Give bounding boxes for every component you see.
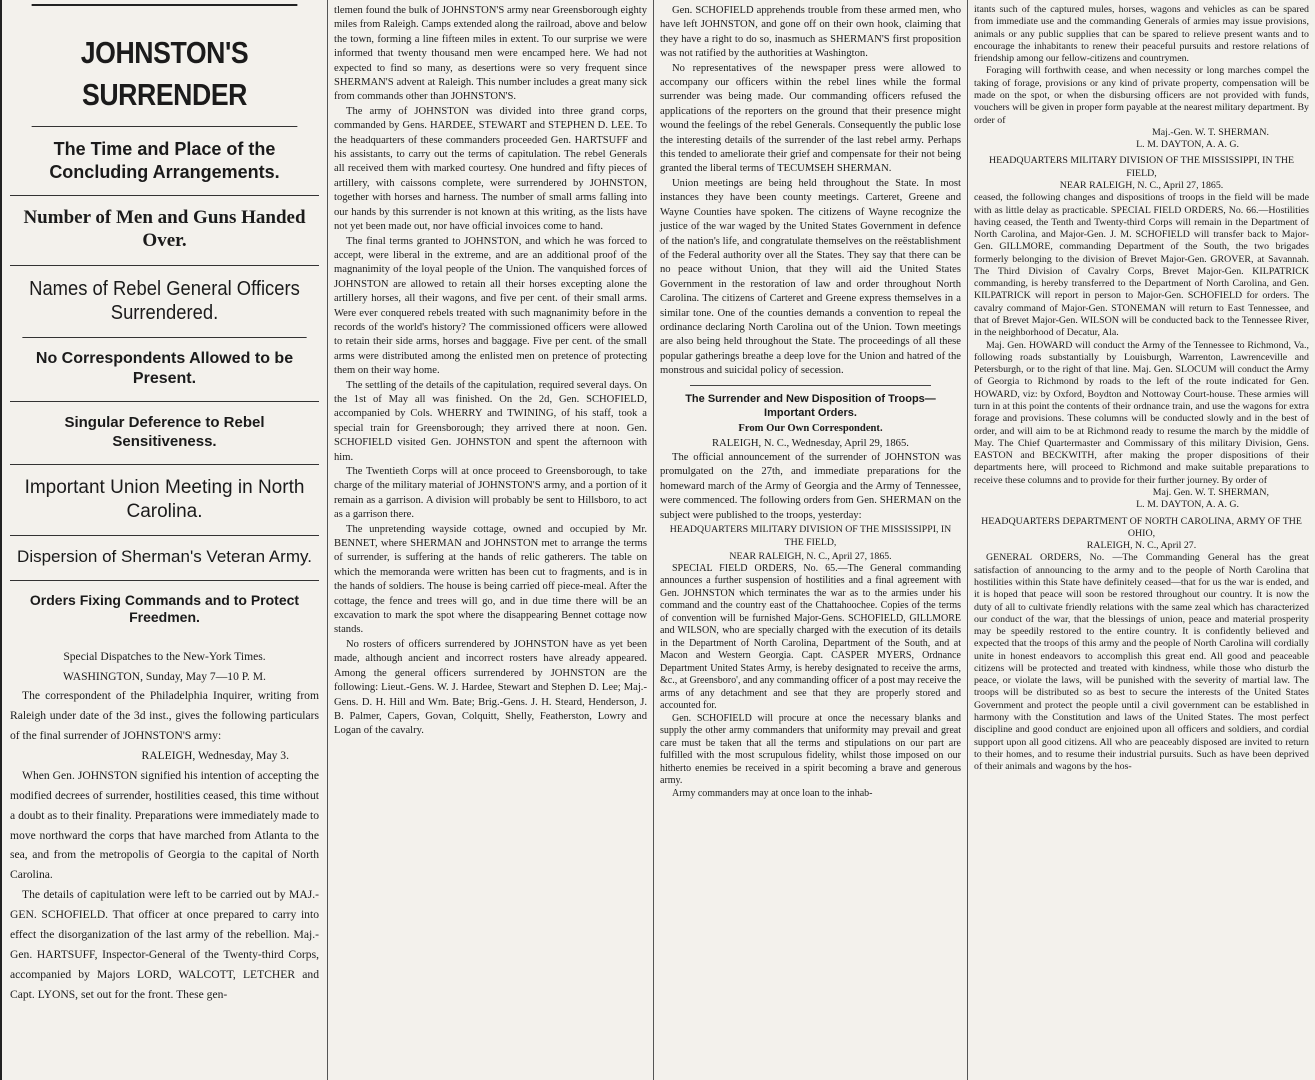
column-3 [654, 0, 968, 1080]
dispatch-credit: Special Dispatches to the New-York Times. [63, 649, 266, 663]
paragraph: The final terms granted to JOHNSTON, and which he was forced to accept, were liberal in the extreme, and are an additional proof of the magnanimity of the loyal people of the Union. The vanquished forces of JOHNSTON are allowed to retain all their horses excepting alone the artillery horses, all their wagons, and five per cent. of their small arms. Were ever conquered rebels treated with such magnanimity before in the records of the world's history? The commissioned officers were allowed to retain their side arms, horses and baggage. Five per cent. of the small arms were distributed among the enlisted men on pretence of protecting them on their way home. [334, 235, 647, 377]
column-2 [328, 0, 654, 1080]
order-heading: NEAR RALEIGH, N. C., April 27, 1865. [1059, 179, 1224, 191]
paragraph: The unpretending wayside cottage, owned and occupied by Mr. BENNET, where SHERMAN and JOHNSTON met to arrange the terms of surrender, is suffering at the hands of relic gatherers. The table on which the memoranda were written has been cut to fragments, and is in the hands of soldiers. The house is being carried off piece-meal. After the cottage, the fence and trees will go, and in due time there will be an excavation to mark the spot where the disappearing Bennet cottage now stands. [334, 523, 647, 636]
paragraph: Army commanders may at once loan to the inhab- [672, 787, 873, 799]
paragraph: When Gen. JOHNSTON signified his intention of accepting the modified decrees of surrender, hostilities ceased, this time without a doubt as to their finality. Preparations were immediately made to move northward the corps that have marched from Atlanta to the sea, and from the metropolis of Georgia to the capital of North Carolina. [10, 768, 319, 882]
paragraph: Foraging will forthwith cease, and when necessity or long marches compel the taking of forage, provisions or any kind of private property, compensation will be made on the spot, or when the disbursing officers are not provided with funds, vouchers will be given in proper form payable at the nearest military department. By order of [974, 65, 1309, 126]
paragraph: The correspondent of the Philadelphia Inquirer, writing from Raleigh under date of the 3d inst., gives the following particulars of the final surrender of JOHNSTON'S army: [10, 689, 319, 743]
paragraph: SPECIAL FIELD ORDERS, No. 65.—The General commanding announces a further suspension of hostilities and a final agreement with Gen. JOHNSTON which terminates the war as to the armies under his command and the country east of the Chattahoochee. Copies of the terms of convention will be furnished Major-Gens. SCHOFIELD, GILLMORE and WILSON, who are specially charged with the execution of its details in the Department of North Carolina, Department of the South, and at Macon and Western Georgia. Capt. CASPER MYERS, Ordnance Department United States Army, is hereby designated to receive the arms, &c., at Greensboro', and any commanding officer of a post may receive the arms of any detachment and see that they are properly stored and accounted for. [660, 562, 961, 712]
order-heading: HEADQUARTERS MILITARY DIVISION OF THE MISSISSIPPI, IN THE FIELD, [669, 524, 952, 549]
paragraph: The details of capitulation were left to be carried out by MAJ.-GEN. SCHOFIELD. That officer at once prepared to carry into effect the disorganization of the last army of the rebellion. Maj.-Gen. HARTSUFF, Inspector-General of the Twenty-third Corps, accompanied by Majors LORD, WALCOTT, LETCHER and Capt. LYONS, set out for the front. These gen- [10, 888, 319, 1002]
headline-deck-2: Number of Men and Guns Handed Over. [10, 196, 319, 266]
headline-deck-4: No Correspondents Allowed to be Present. [10, 338, 319, 402]
order-heading: HEADQUARTERS DEPARTMENT OF NORTH CAROLINA, ARMY OF THE OHIO, [981, 515, 1302, 539]
order-heading: NEAR RALEIGH, N. C., April 27, 1865. [729, 550, 892, 562]
signature: L. M. DAYTON, A. A. G. [1136, 139, 1239, 151]
paragraph: The settling of the details of the capitulation, required several days. On the 1st of May all was finished. On the 2d, Gen. SCHOFIELD, accompanied by Cols. WHERRY and TWINING, of his staff, took a special train for Greensborough; they arrived there at noon. Gen. SCHOFIELD visited Gen. JOHNSTON and spent the afternoon with him. [334, 379, 647, 463]
headline-deck-6: Important Union Meeting in North Carolina. [10, 465, 319, 537]
main-headline: JOHNSTON'S SURRENDER [32, 4, 298, 127]
dateline: WASHINGTON, Sunday, May 7—10 P. M. [63, 669, 266, 683]
paragraph: The army of JOHNSTON was divided into three grand corps, commanded by Gens. HARDEE, STEWART and STEPHEN D. LEE. To the headquarters of these commanders proceeded Gen. HARTSUFF and his assistants, to carry out the terms of capitulation. The rebel Generals all received them with marked courtesy. One hundred and fifty pieces of artillery, with caissons complete, were surrendered by JOHNSTON, together with horses and harness. The number of small arms falling into our hands by this surrender is not known at this writing, as the lists have not yet been made out, nor have official invoices come to hand. [334, 105, 647, 233]
headline-deck-1: The Time and Place of the Concluding Arrangements. [10, 127, 319, 196]
dateline: RALEIGH, N. C., Wednesday, April 29, 1865. [712, 437, 909, 449]
paragraph: Union meetings are being held throughout the State. In most instances they have been county meetings. Carteret, Greene and Wayne Counties have spoken. The citizens of Wayne recognize the justice of the war waged by the United States Government in defence of the nation's life, and congratulate themselves on the reëstablishment of the Federal authority over all the States. They say that there can be no peace without Union, that they will aid the United States Government in the restoration of law and order throughout North Carolina. The citizens of Carteret and Greene express themselves in a similar tone. One of the counties demands a convention to repeal the ordinance declaring North Carolina out of the Union. Town meetings are also being held throughout the State. The proceedings of all these popular gatherings breathe a deep love for the Union and hatred of the monstrous and suicidal policy of secession. [660, 177, 961, 377]
signature: Maj.-Gen. W. T. SHERMAN. [1151, 126, 1269, 138]
signature: L. M. DAYTON, A. A. G. [1136, 499, 1239, 511]
headline-deck-3: Names of Rebel General Officers Surrendered. [22, 266, 306, 338]
paragraph: GENERAL ORDERS, No. —The Commanding General has the great satisfaction of announcing to the army and to the people of North Carolina that hostilities within this State have definitely ceased—that for us the war is ended, and it is hoped that peace will soon be restored throughout our country. It is now the duty of all to cultivate friendly relations with the same zeal which has characterized our conduct of the war, that the blessings of union, peace and material prosperity may be speedily restored to the entire country. It is confidently believed and expected that the troops of this army and the people of North Carolina will cordially unite in honest endeavors to accomplish this great end. All good and peaceable citizens will be protected and treated with kindness, while those who disturb the peace, or violate the laws, will be punished with the severity of martial law. The troops will be distributed so as best to secure the interests of the United States Government and protect the people until a civil government can be established in harmony with the Constitution and laws of the United States. The most perfect discipline and good conduct are enjoined upon all officers and soldiers, and cordial support upon all good citizens. All who are peaceably disposed are invited to return to their homes, and to resume their industrial pursuits. Such as have been deprived of their animals and wagons by the hos- [974, 552, 1309, 773]
paragraph: Gen. SCHOFIELD apprehends trouble from these armed men, who have left JOHNSTON, and gone off on their own hook, claiming that they have a right to do so, inasmuch as SHERMAN'S first proposition was not ratified by the authorities at Washington. [660, 5, 961, 60]
paragraph: ceased, the following changes and dispositions of troops in the field will be made with as little delay as practicable. SPECIAL FIELD ORDERS, No. 66.—Hostilities having ceased, the Tenth and Twenty-third Corps will remain in the Department of North Carolina, and Major-Gen. J. M. SCHOFIELD will transfer back to Major-Gen. GILLMORE, commanding Department of the South, the two brigades formerly belonging to the division of Brevet Major-Gen. GROVER, at Savannah. The Third Division of Cavalry Corps, Brevet Major-Gen. KILPATRICK commanding, is hereby transferred to the Department of North Carolina, and Gen. KILPATRICK will report in person to Major-Gen. SCHOFIELD for orders. The cavalry command of Major-Gen. STONEMAN will return to East Tennessee, and that of Brevet Major-Gen. WILSON will be conducted back to the Tennessee River, in the neighborhood of Decatur, Ala. [974, 192, 1309, 339]
order-heading: HEADQUARTERS MILITARY DIVISION OF THE MISSISSIPPI, IN THE FIELD, [988, 155, 1295, 179]
column-4 [968, 0, 1315, 1080]
paragraph: The official announcement of the surrender of JOHNSTON was promulgated on the 27th, and immediate preparations for the homeward march of the Army of Georgia and the Army of Tennessee, were commenced. The following orders from Gen. SHERMAN on the subject were published to the troops, yesterday: [660, 451, 961, 521]
dateline: RALEIGH, Wednesday, May 3. [141, 749, 289, 763]
headline-deck-5: Singular Deference to Rebel Sensitiveness. [10, 402, 319, 465]
order-heading: RALEIGH, N. C., April 27. [1086, 540, 1197, 552]
correspondent-credit: From Our Own Correspondent. [738, 423, 883, 435]
section-headline: The Surrender and New Disposition of Troops—Important Orders. [685, 392, 936, 419]
paragraph: Gen. SCHOFIELD will procure at once the necessary blanks and supply the other army commanders that uniformity may prevail and great care must be taken that all the terms and stipulations on our part are fulfilled with the most scrupulous fidelity, whilst those imposed on our hitherto enemies be received in a spirit becoming a brave and generous army. [660, 712, 961, 787]
section-divider [690, 385, 931, 386]
headline-deck-8: Orders Fixing Commands and to Protect Freedmen. [29, 591, 300, 626]
paragraph: tlemen found the bulk of JOHNSTON'S army near Greensborough eighty miles from Raleigh. Camps extended along the railroad, above and below the town, forming a line fifteen miles in extent. To our surprise we were informed that twenty thousand men were encamped here. We had not expected to find so many, as desertions were so very frequent since SHERMAN'S advent at Raleigh. This number includes a great many sick from commands other than JOHNSTON'S. [334, 5, 647, 103]
paragraph: No rosters of officers surrendered by JOHNSTON have as yet been made, although ancient and incorrect rosters have already appeared. Among the general officers surrendered by JOHNSTON are the following: Lieut.-Gens. W. J. Hardee, Stewart and Stephen D. Lee; Maj.-Gens. D. H. Hill and Wm. Bate; Brig.-Gens. J. H. Steard, Henderson, J. B. Palmer, Capers, Govan, Colquitt, Shelly, Featherston, Lowry and Logan of the cavalry. [334, 638, 647, 737]
paragraph: The Twentieth Corps will at once proceed to Greensborough, to take charge of the military material of JOHNSTON'S army, and a portion of it remain as a garrison. A division will probably be sent to Hillsboro, to act as a garrison there. [334, 466, 647, 521]
headline-deck-7: Dispersion of Sherman's Veteran Army. [10, 536, 319, 580]
signature: Maj. Gen. W. T. SHERMAN, [1152, 486, 1269, 498]
paragraph: itants such of the captured mules, horses, wagons and vehicles as can be spared from immediate use and the commanding Generals of armies may issue provisions, animals or any public supplies that can be spared to relieve present wants and to encourage the inhabitants to renew their peaceful pursuits and restore relations of friendship among our fellow-citizens and countrymen. [974, 4, 1309, 65]
paragraph: Maj. Gen. HOWARD will conduct the Army of the Tennessee to Richmond, Va., following roads substantially by Louisburgh, Warrenton, Lawrenceville and Petersburgh, or to the right of that line. Maj. Gen. SLOCUM will conduct the Army of Georgia to Richmond by roads to the left of the route indicated for Gen. HOWARD, viz: by Oxford, Boydton and Nottoway Court-house. These armies will turn in at this point the contents of their ordnance train, and use the wagons for extra forage and provisions. These columns will be conducted slowly and in the best of order, and will aim to be at Richmond ready to resume the march by the middle of May. The Chief Quartermaster and Commissary of this military Division, Gens. EASTON and BECKWITH, after making the proper dispositions of their departments here, will proceed to Richmond and make suitable preparations to receive these columns and to provide for their further journey. By order of [974, 339, 1309, 486]
paragraph: No representatives of the newspaper press were allowed to accompany our officers within the rebel lines while the formal surrender was being made. Our commanding officers refused the applications of the reporters on the ground that their presence might wound the feelings of the rebel Generals. Consequently the public lose the interesting details of the surrender of the last rebel army. Perhaps this tended to ameliorate their grief and compensate for their not being granted the liberal terms of TECUMSEH SHERMAN. [660, 62, 961, 175]
column-1 [0, 0, 328, 1080]
